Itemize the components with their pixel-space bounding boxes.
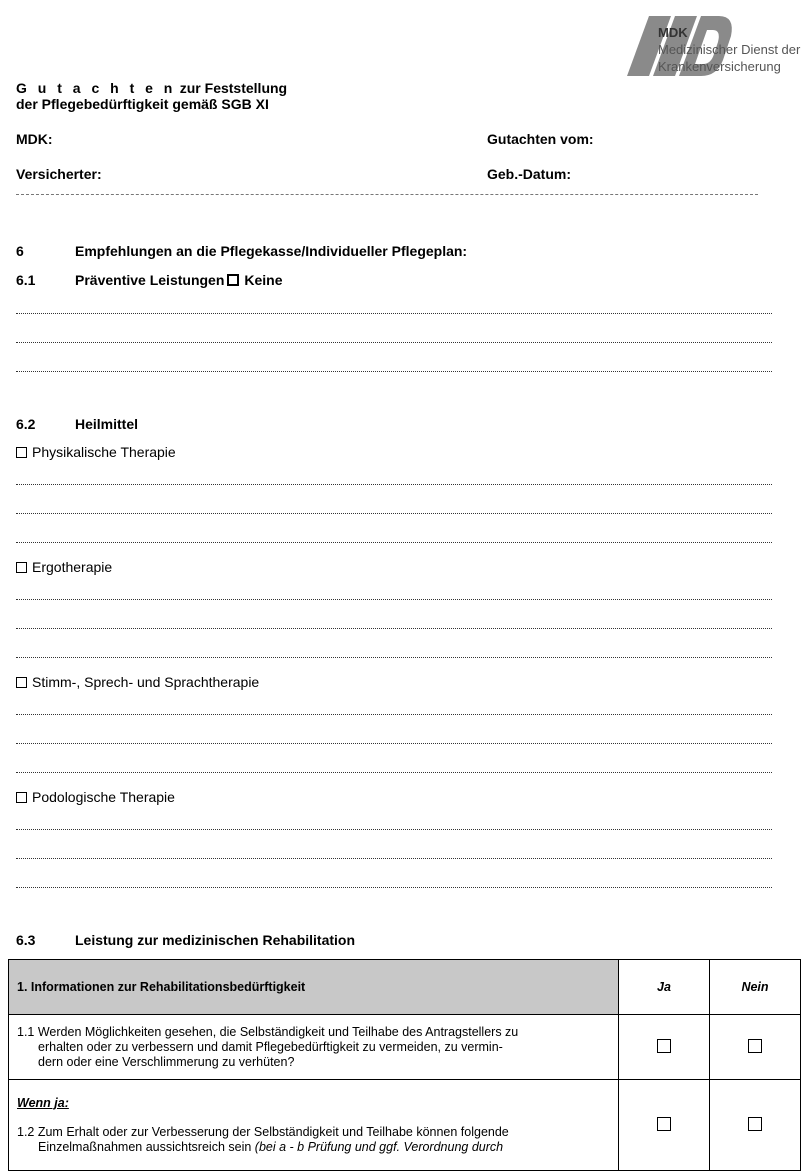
section-61-title-row xyxy=(75,272,283,288)
write-line[interactable] xyxy=(16,657,772,658)
q12-ja-checkbox[interactable] xyxy=(657,1117,671,1131)
wenn-ja-label: Wenn ja: xyxy=(17,1095,69,1110)
title-rest: zur Feststellung xyxy=(175,80,288,96)
question-1-2-line2-italic: (bei a - b Prüfung und ggf. Verordnung durch xyxy=(254,1139,504,1154)
section-61-title: Präventive Leistungen xyxy=(75,272,225,288)
write-line[interactable] xyxy=(16,371,772,372)
q11-ja-checkbox[interactable] xyxy=(657,1039,671,1053)
question-1-1-line1: 1.1 Werden Möglichkeiten gesehen, die Selbständigkeit und Teilhabe des Antragstellers zu xyxy=(17,1024,519,1039)
write-line[interactable] xyxy=(16,858,772,859)
q12-nein-checkbox[interactable] xyxy=(748,1117,762,1131)
logo-text xyxy=(658,24,800,75)
question-1-2 xyxy=(9,1080,619,1171)
q11-nein-cell xyxy=(710,1015,801,1080)
write-line[interactable] xyxy=(16,484,772,485)
ergotherapie-checkbox[interactable] xyxy=(16,562,27,573)
write-line[interactable] xyxy=(16,887,772,888)
podologische-therapie-checkbox[interactable] xyxy=(16,792,27,803)
title-spaced: G u t a c h t e n xyxy=(16,80,176,96)
physikalische-therapie-checkbox[interactable] xyxy=(16,447,27,458)
question-1-1 xyxy=(9,1015,619,1080)
rehabilitation-table xyxy=(8,959,801,1171)
section-61-number: 6.1 xyxy=(16,272,36,288)
question-1-1-line2: erhalten oder zu verbessern und damit Pflegebedürftigkeit zu vermeiden, zu vermin- xyxy=(38,1039,503,1054)
q11-nein-checkbox[interactable] xyxy=(748,1039,762,1053)
title-line2: der Pflegebedürftigkeit gemäß SGB XI xyxy=(16,96,269,112)
option-label: Stimm-, Sprech- und Sprachtherapie xyxy=(32,674,260,690)
table-row xyxy=(9,1080,801,1171)
mdk-label: MDK: xyxy=(16,131,53,147)
write-line[interactable] xyxy=(16,772,772,773)
write-line[interactable] xyxy=(16,829,772,830)
question-1-1-line3: dern oder eine Verschlimmerung zu verhüten? xyxy=(38,1054,295,1069)
table-header-cell: 1. Informationen zur Rehabilitationsbedürftigkeit xyxy=(9,960,619,1015)
section-62-title: Heilmittel xyxy=(75,416,139,432)
nein-header: Nein xyxy=(710,960,801,1015)
q12-nein-cell xyxy=(710,1080,801,1171)
section-62-number: 6.2 xyxy=(16,416,36,432)
section-6-number: 6 xyxy=(16,243,24,259)
header-divider xyxy=(16,194,758,195)
option-ergotherapie[interactable] xyxy=(16,559,112,575)
option-physikalische-therapie[interactable] xyxy=(16,444,176,460)
write-line[interactable] xyxy=(16,743,772,744)
section-63-title: Leistung zur medizinischen Rehabilitation xyxy=(75,932,356,948)
write-line[interactable] xyxy=(16,342,772,343)
write-line[interactable] xyxy=(16,513,772,514)
write-line[interactable] xyxy=(16,313,772,314)
logo-line1: Medizinischer Dienst der xyxy=(658,42,801,57)
section-6-title: Empfehlungen an die Pflegekasse/Individueller Pflegeplan: xyxy=(75,243,468,259)
q12-ja-cell xyxy=(619,1080,710,1171)
geb-datum-label: Geb.-Datum: xyxy=(487,166,571,182)
table-row xyxy=(9,1015,801,1080)
write-line[interactable] xyxy=(16,628,772,629)
option-label: Podologische Therapie xyxy=(32,789,175,805)
question-1-2-line1: 1.2 Zum Erhalt oder zur Verbesserung der Selbständigkeit und Teilhabe können folgende xyxy=(17,1124,509,1139)
logo-line2: Krankenversicherung xyxy=(658,59,781,74)
page-title xyxy=(16,80,287,112)
section-63-number: 6.3 xyxy=(16,932,36,948)
write-line[interactable] xyxy=(16,542,772,543)
option-label: Ergotherapie xyxy=(32,559,113,575)
keine-checkbox[interactable] xyxy=(227,274,239,286)
ja-header: Ja xyxy=(619,960,710,1015)
question-1-2-line2-normal: Einzelmaßnahmen aussichtsreich sein xyxy=(38,1139,255,1154)
logo-brand: MDK xyxy=(658,25,688,40)
gutachten-date-label: Gutachten vom: xyxy=(487,131,594,147)
option-podologische-therapie[interactable] xyxy=(16,789,175,805)
stimm-sprech-sprachtherapie-checkbox[interactable] xyxy=(16,677,27,688)
option-stimm-sprech-sprachtherapie[interactable] xyxy=(16,674,259,690)
write-line[interactable] xyxy=(16,714,772,715)
q11-ja-cell xyxy=(619,1015,710,1080)
table-header-row xyxy=(9,960,801,1015)
write-line[interactable] xyxy=(16,599,772,600)
option-label: Physikalische Therapie xyxy=(32,444,176,460)
question-1-2-line2 xyxy=(17,1140,610,1155)
versicherter-label: Versicherter: xyxy=(16,166,102,182)
keine-label: Keine xyxy=(244,272,283,288)
